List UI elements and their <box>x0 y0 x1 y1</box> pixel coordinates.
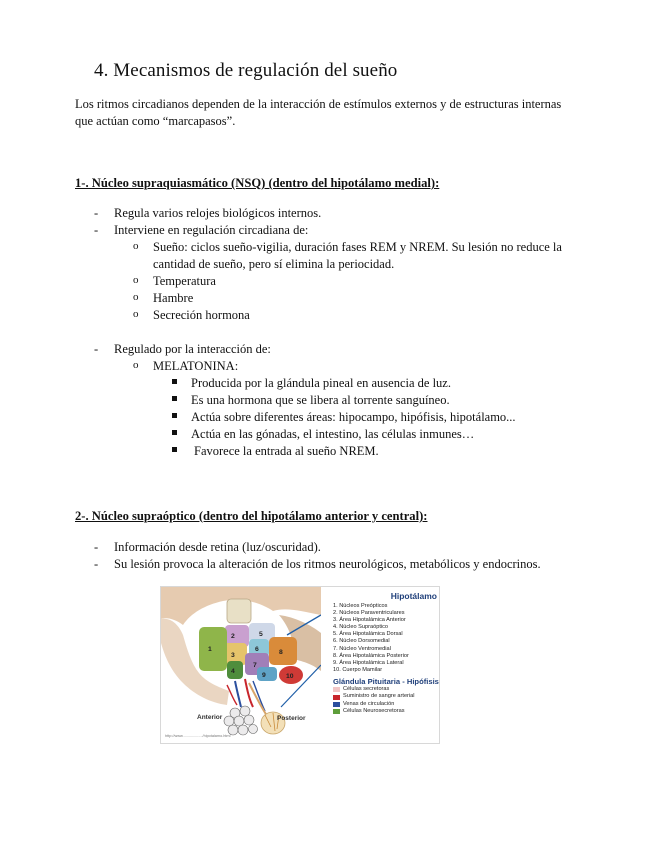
melatonina-point: Actúa sobre diferentes áreas: hipocampo, hipófisis, hipotálamo... <box>191 410 516 424</box>
circle-bullet: o <box>133 359 139 371</box>
nucleus-entry: 6. Núcleo Dorsomedial <box>333 638 390 645</box>
intro-line-1: Los ritmos circadianos dependen de la interacción de estímulos externos y de estructuras internas <box>75 97 562 111</box>
nucleus-entry: 3. Área Hipotalámica Anterior <box>333 617 406 624</box>
melatonina-point: Actúa en las gónadas, el intestino, las células inmunes… <box>191 427 475 441</box>
section-2-heading: 2-. Núcleo supraóptico (dentro del hipotálamo anterior y central): <box>75 509 428 523</box>
legend-item <box>333 686 437 693</box>
sub-list-item-continuation: cantidad de sueño, pero sí elimina la periocidad. <box>153 257 395 271</box>
dash-bullet: - <box>94 206 99 220</box>
sub-list-item: Temperatura <box>153 274 216 288</box>
list-item: Información desde retina (luz/oscuridad). <box>114 540 321 554</box>
list-item: Regulado por la interacción de: <box>114 342 271 356</box>
hypothalamus-figure <box>160 586 440 744</box>
legend-label: Venas de circulación <box>343 700 395 707</box>
number-label: 5 <box>259 631 263 638</box>
list-item: Regula varios relojes biológicos internos. <box>114 206 322 220</box>
number-label: 4 <box>231 668 235 675</box>
page-title: 4. Mecanismos de regulación del sueño <box>94 60 398 81</box>
section-1-heading: 1-. Núcleo supraquiasmático (NSQ) (dentro del hipotálamo medial): <box>75 176 440 190</box>
dash-bullet: - <box>94 223 99 237</box>
nucleus-1 <box>199 627 227 671</box>
intro-paragraph <box>75 96 595 130</box>
nucleus-entry: 5. Área Hipotalámica Dorsal <box>333 631 403 638</box>
melatonina-point: Producida por la glándula pineal en ausencia de luz. <box>191 376 451 390</box>
legend-item <box>333 701 437 708</box>
posterior-label: Posterior <box>277 715 306 722</box>
sub-list-item: MELATONINA: <box>153 359 239 373</box>
circle-bullet: o <box>133 291 139 303</box>
dash-bullet: - <box>94 540 99 554</box>
legend-label: Células secretoras <box>343 685 390 692</box>
legend-item <box>333 693 437 700</box>
nucleus-4 <box>227 661 243 679</box>
sub-list-item: Hambre <box>153 291 194 305</box>
top-region <box>227 599 251 623</box>
number-label: 9 <box>262 672 266 679</box>
nucleus-entry: 10. Cuerpo Mamilar <box>333 666 383 673</box>
legend-label: Células Neurosecretoras <box>343 708 405 715</box>
number-label: 3 <box>231 652 235 659</box>
dash-bullet: - <box>94 342 99 356</box>
nucleus-entry: 9. Área Hipotalámica Lateral <box>333 659 404 666</box>
legend-swatch <box>333 687 340 692</box>
number-label: 8 <box>279 649 283 656</box>
nucleus-8 <box>269 637 297 665</box>
square-bullet <box>172 413 177 418</box>
anterior-label: Anterior <box>197 714 223 721</box>
nucleus-entry: 4. Núcleo Supraóptico <box>333 624 389 631</box>
number-label: 1 <box>208 646 212 653</box>
nucleus-entry: 1. Núcleos Preópticos <box>333 603 388 609</box>
legend-swatch <box>333 702 340 707</box>
circle-bullet: o <box>133 308 139 320</box>
figure-legend <box>333 591 437 716</box>
square-bullet <box>172 396 177 401</box>
square-bullet <box>172 430 177 435</box>
nuclei-list <box>333 603 437 674</box>
sub-list-item: Secreción hormona <box>153 308 250 322</box>
nucleus-9 <box>257 667 277 681</box>
figure-credit: http://www.................../hipotalamo.html <box>165 734 231 738</box>
nucleus-entry: 7. Núcleo Ventromedial <box>333 645 391 652</box>
number-label: 10 <box>286 673 294 680</box>
hipotalamo-heading: Hipotálamo <box>390 591 437 601</box>
circle-bullet: o <box>133 274 139 286</box>
number-label: 7 <box>253 662 257 669</box>
nucleus-entry: 2. Núcleos Paraventriculares <box>333 610 405 617</box>
nucleus-entry: 8. Área Hipotalámica Posterior <box>333 652 409 659</box>
legend-swatch <box>333 695 340 700</box>
circle-bullet: o <box>133 240 139 252</box>
list-item: Interviene en regulación circadiana de: <box>114 223 309 237</box>
square-bullet <box>172 447 177 452</box>
number-label: 6 <box>255 646 259 653</box>
melatonina-point: Es una hormona que se libera al torrente sanguíneo. <box>191 393 450 407</box>
list-item: Su lesión provoca la alteración de los ritmos neurológicos, metabólicos y endocrinos. <box>114 557 541 571</box>
intro-line-2: que actúan como “marcapasos”. <box>75 114 236 128</box>
melatonina-point: Favorece la entrada al sueño NREM. <box>194 444 379 458</box>
legend-label: Suministro de sangre arterial <box>343 693 415 700</box>
legend-swatch <box>333 709 340 714</box>
legend-item <box>333 708 437 715</box>
square-bullet <box>172 379 177 384</box>
number-label: 2 <box>231 633 235 640</box>
sub-list-item: Sueño: ciclos sueño-vigilia, duración fases REM y NREM. Su lesión no reduce la <box>153 240 562 254</box>
dash-bullet: - <box>94 557 99 571</box>
pituitaria-heading: Glándula Pituitaria - Hipófisis <box>333 676 439 686</box>
